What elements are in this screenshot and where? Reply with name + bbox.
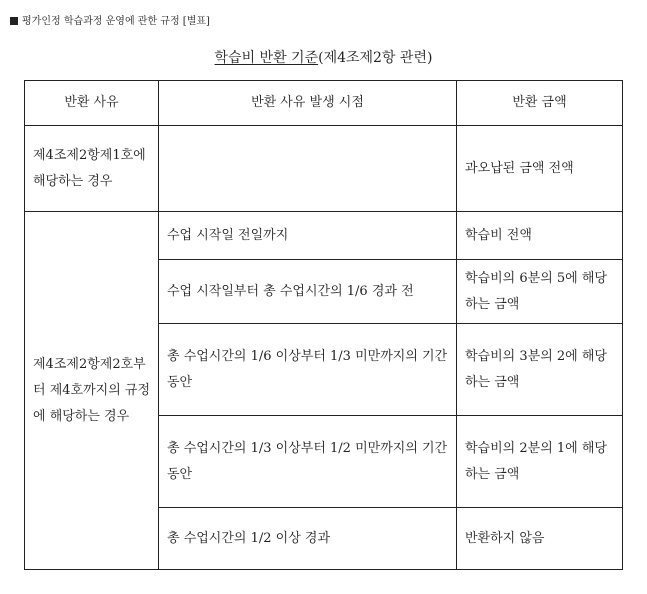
- amount-cell: 과오납된 금액 전액: [457, 126, 623, 212]
- amount-cell: 학습비의 3분의 2에 해당하는 금액: [457, 324, 623, 416]
- time-cell: 총 수업시간의 1/3 이상부터 1/2 미만까지의 기간 동안: [159, 416, 457, 508]
- amount-cell: 학습비의 6분의 5에 해당하는 금액: [457, 260, 623, 324]
- amount-cell: 학습비의 2분의 1에 해당하는 금액: [457, 416, 623, 508]
- page-title: [0, 49, 647, 67]
- reason-cell: 제4조제2항제1호에 해당하는 경우: [25, 126, 159, 212]
- header-reason: 반환 사유: [25, 81, 159, 126]
- title-main: 학습비 반환 기준: [214, 50, 319, 66]
- table-row: [25, 126, 623, 212]
- header-time: 반환 사유 발생 시점: [159, 81, 457, 126]
- header-text: 평가인정 학습과정 운영에 관한 규정 [별표]: [22, 16, 210, 27]
- square-bullet-icon: [10, 17, 18, 25]
- time-cell: 수업 시작일 전일까지: [159, 212, 457, 260]
- table-row: [25, 212, 623, 260]
- time-cell: [159, 126, 457, 212]
- amount-cell: 반환하지 않음: [457, 508, 623, 570]
- table-header-row: [25, 81, 623, 126]
- time-cell: 총 수업시간의 1/6 이상부터 1/3 미만까지의 기간 동안: [159, 324, 457, 416]
- title-sub: (제4조제2항 관련): [318, 50, 433, 66]
- reason-cell: 제4조제2항제2호부터 제4호까지의 규정에 해당하는 경우: [25, 212, 159, 570]
- time-cell: 총 수업시간의 1/2 이상 경과: [159, 508, 457, 570]
- header-amount: 반환 금액: [457, 81, 623, 126]
- document-header: [10, 15, 210, 29]
- time-cell: 수업 시작일부터 총 수업시간의 1/6 경과 전: [159, 260, 457, 324]
- amount-cell: 학습비 전액: [457, 212, 623, 260]
- refund-table: [24, 80, 623, 570]
